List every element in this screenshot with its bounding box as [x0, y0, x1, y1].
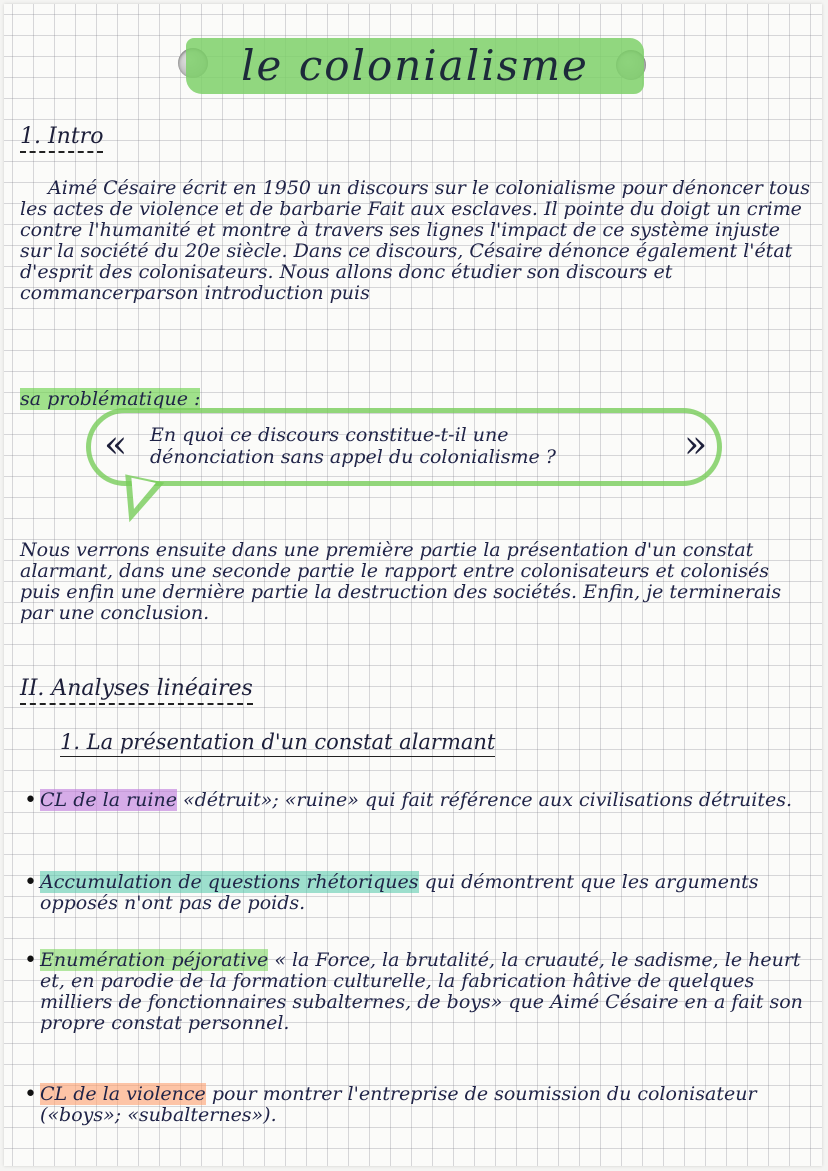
bullet-dot: • [24, 788, 37, 813]
problematique-label [20, 389, 200, 410]
bullet-item-1 [40, 790, 810, 811]
plan-text: Nous verrons ensuite dans une première partie la présentation d'un constat alarmant, dans une seconde partie le rapport entre colonisateurs et colonisés puis enfin une dernière partie la destruction des sociétés. Enfin, je terminerais par une conclusion. [20, 539, 782, 624]
bullet-1-text: «détruit»; «ruine» qui fait référence aux civilisations détruites. [176, 789, 793, 811]
bullet-dot: • [24, 1082, 37, 1107]
bullet-1-highlight: CL de la ruine [40, 789, 177, 811]
bullet-item-4 [40, 1084, 810, 1126]
bullet-item-3 [40, 950, 810, 1034]
question-line-1: En quoi ce discours constitue-t-il une [150, 424, 509, 446]
analyses-subheading: 1. La présentation d'un constat alarmant [60, 730, 495, 757]
bullet-3-highlight: Enumération péjorative [40, 949, 269, 971]
bullet-2-text: qui démontrent que les arguments opposés n'ont pas de poids. [40, 871, 759, 914]
problematique-question [150, 424, 690, 468]
problematique-highlight: sa problématique : [20, 388, 201, 410]
bullet-3-text: « la Force, la brutalité, la cruauté, le sadisme, le heurt et, en parodie de la formation culturelle, la fabrication hâtive de quelques milliers de fonctionnaires subalternes, de boys» que Aimé Césaire en a fait son propre constat personnel. [40, 949, 803, 1034]
analyses-heading: II. Analyses linéaires [20, 676, 253, 705]
question-line-2: dénonciation sans appel du colonialisme ? [150, 446, 556, 468]
bullet-2-highlight: Accumulation de questions rhétoriques [40, 871, 419, 893]
bullet-dot: • [24, 948, 37, 973]
bullet-4-highlight: CL de la violence [40, 1083, 206, 1105]
intro-heading: 1. Intro [20, 124, 103, 153]
close-quote: » [684, 422, 708, 466]
open-quote: « [104, 422, 128, 466]
intro-text: Aimé Césaire écrit en 1950 un discours sur le colonialisme pour dénoncer tous les actes de violence et de barbarie Fait aux esclaves. Il pointe du doigt un crime contre l'humanité et montre à travers ses lignes l'impact de ce système injuste sur la société du 20e siècle. Dans ce discours, Césaire dénonce également l'état d'esprit des colonisateurs. Nous allons donc étudier son discours et commancerparson introduction puis [20, 177, 810, 304]
bullet-item-2 [40, 872, 810, 914]
intro-paragraph [20, 178, 810, 304]
bullet-dot: • [24, 870, 37, 895]
page-title: le colonialisme [241, 41, 589, 90]
plan-paragraph [20, 540, 810, 624]
bullet-4-text: pour montrer l'entreprise de soumission du colonisateur («boys»; «subalternes»). [40, 1083, 757, 1126]
